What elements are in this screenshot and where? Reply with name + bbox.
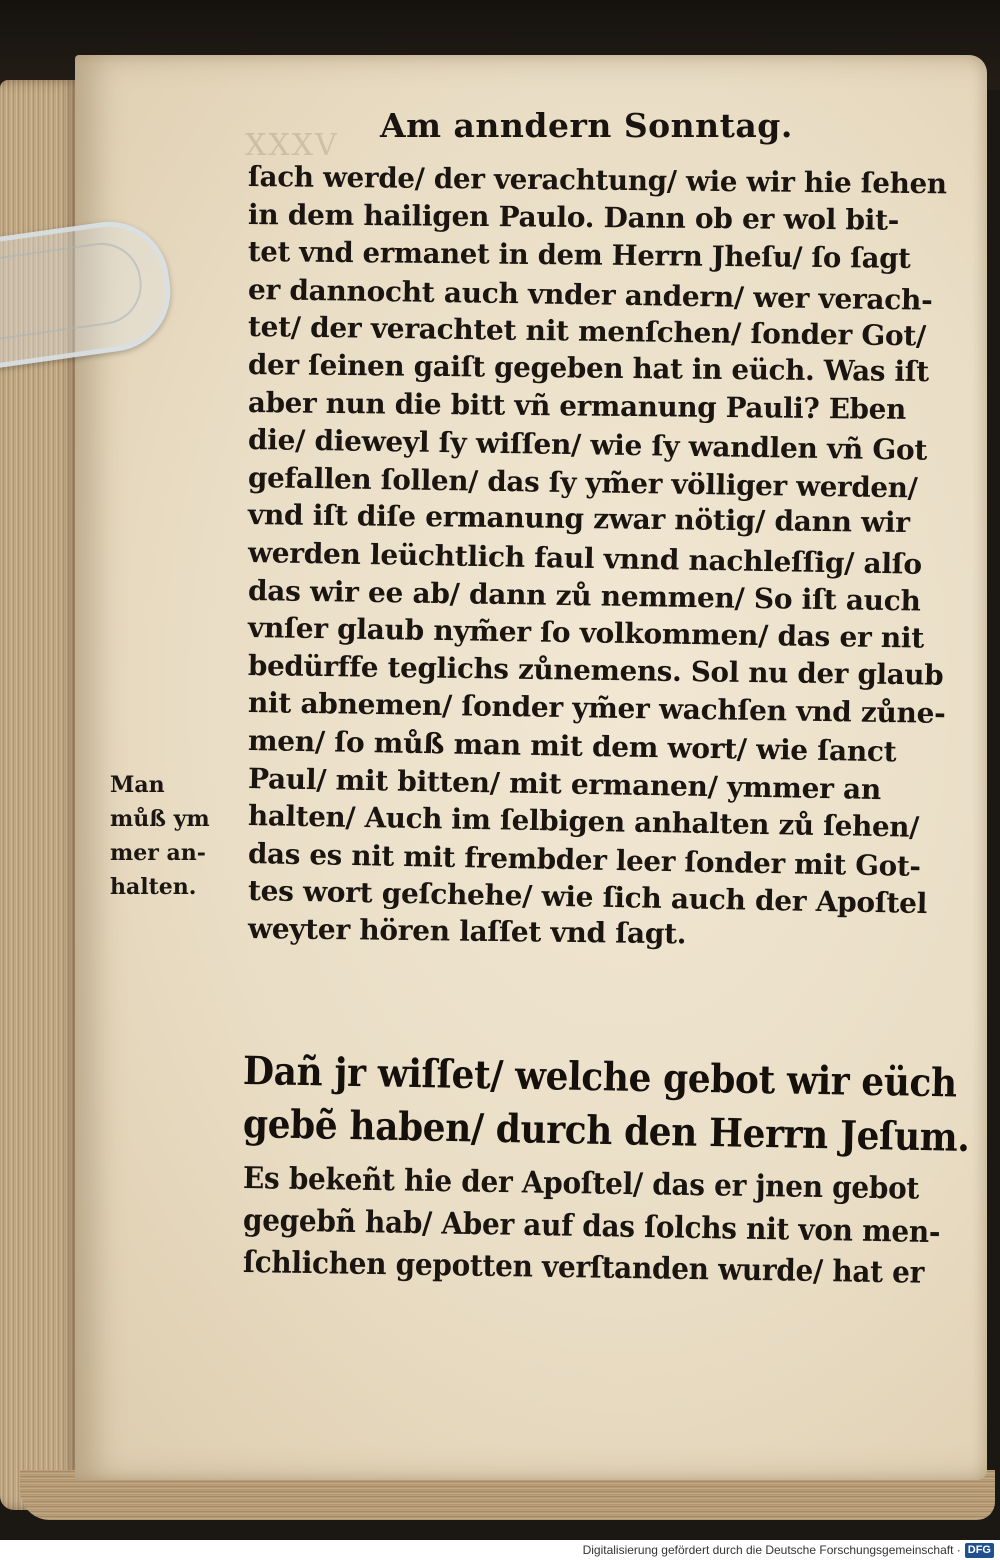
text-line: ſchlichen gepotten verſtanden wurde/ hat er: [242, 1245, 925, 1291]
text-line: die/ dieweyl ſy wiſſen/ wie ſy wandlen vñ Got: [247, 423, 928, 467]
text-line: tet/ der verachtet nit menſchen/ ſonder Got/: [247, 310, 927, 353]
text-line: vnd iſt diſe ermanung zwar nötig/ dann wir: [247, 498, 910, 540]
text-line: tes wort geſchehe/ wie ſich auch der Apoſtel: [247, 874, 928, 921]
marginal-line: halten.: [110, 874, 197, 900]
text-line: werden leüchtlich faul vnnd nachleſſig/ alſo: [247, 535, 923, 581]
text-line: das wir ee ab/ dann zů nemmen/ So iſt auch: [247, 573, 921, 618]
dfg-logo-icon: DFG: [965, 1543, 994, 1558]
body-text: [247, 158, 948, 951]
commentary-text: [242, 1158, 948, 1291]
text-line: tet vnd ermanet in dem Herrn Jheſu/ ſo ſagt: [247, 235, 911, 276]
marginal-note: [110, 768, 240, 904]
scripture-heading: [242, 1045, 970, 1161]
text-line: das es nit mit frembder leer ſonder mit Got-: [247, 836, 921, 883]
heading-line: Dañ jr wiſſet/ welche gebot wir eüch: [242, 1048, 958, 1107]
text-line: in dem hailigen Paulo. Dann ob er wol bit-: [247, 197, 900, 237]
text-line: Es bekeñt hie der Apoſtel/ das er jnen gebot: [242, 1161, 920, 1207]
heading-line: gebẽ haben/ durch den Herrn Jeſum.: [242, 1101, 970, 1161]
text-line: vnſer glaub nym̃er ſo volkommen/ das er nit: [247, 611, 925, 655]
text-line: der ſeinen gaiſt gegeben hat in eüch. Was iſt: [247, 347, 930, 389]
text-line: aber nun die bitt vñ ermanung Pauli? Eben: [247, 385, 907, 426]
text-line: gegebñ hab/ Aber auf das ſolchs nit von men-: [242, 1203, 941, 1251]
text-line: ſach werde/ der verachtung/ wie wir hie ſehen: [247, 160, 947, 201]
text-line: er dannocht auch vnder andern/ wer verach-: [247, 272, 933, 317]
text-line: weyter hören laſſet vnd ſagt.: [247, 911, 687, 951]
show-through-folio: XXXV: [245, 128, 339, 163]
text-line: bedürffe teglichs zůnemens. Sol nu der glaub: [247, 648, 944, 692]
funding-credit-text: Digitalisierung gefördert durch die Deutsche Forschungsgemeinschaft ·: [582, 1543, 961, 1557]
marginal-line: mer an-: [110, 840, 206, 866]
text-line: Paul/ mit bitten/ mit ermanen/ ymmer an: [247, 761, 882, 806]
text-line: nit abnemen/ ſonder ym̃er wachſen vnd zůne-: [247, 686, 946, 731]
marginal-line: můß ym: [110, 806, 210, 832]
text-line: men/ ſo můß man mit dem wort/ wie ſanct: [247, 723, 897, 769]
marginal-line: Man: [110, 772, 165, 798]
text-line: gefallen ſollen/ das ſy ym̃er völliger werden/: [247, 460, 918, 505]
running-head: Am anndern Sonntag.: [380, 106, 793, 145]
funding-credit: [583, 1541, 994, 1559]
text-line: halten/ Auch im ſelbigen anhalten zů ſehen/: [247, 799, 920, 844]
